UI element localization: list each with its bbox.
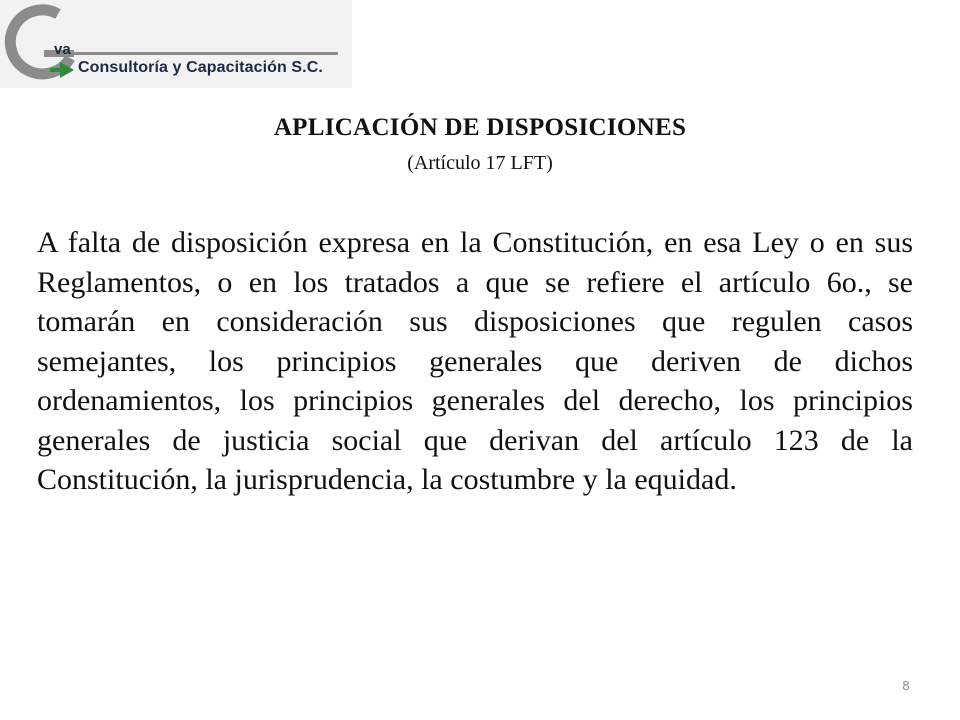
page-number: 8 [902,678,910,693]
slide-title: APLICACIÓN DE DISPOSICIONES [273,114,687,141]
slide-body-paragraph: A falta de disposición expresa en la Constitución, en esa Ley o en sus Reglamentos, o en los tratados a que se refiere el artículo 6o., se tomarán en consideración sus disposiciones que regulen casos semejantes, los principios generales que deriven de dichos ordenamientos, los principios generales del derecho, los principios generales de justicia social que derivan del artículo 123 de la Constitución, la jurisprudencia, la costumbre y la equidad. [37,226,913,496]
slide-subtitle: (Artículo 17 LFT) [407,152,553,174]
company-logo [0,0,352,88]
logo-suffix: va [54,41,71,58]
logo-company-name: Consultoría y Capacitación S.C. [78,59,323,76]
